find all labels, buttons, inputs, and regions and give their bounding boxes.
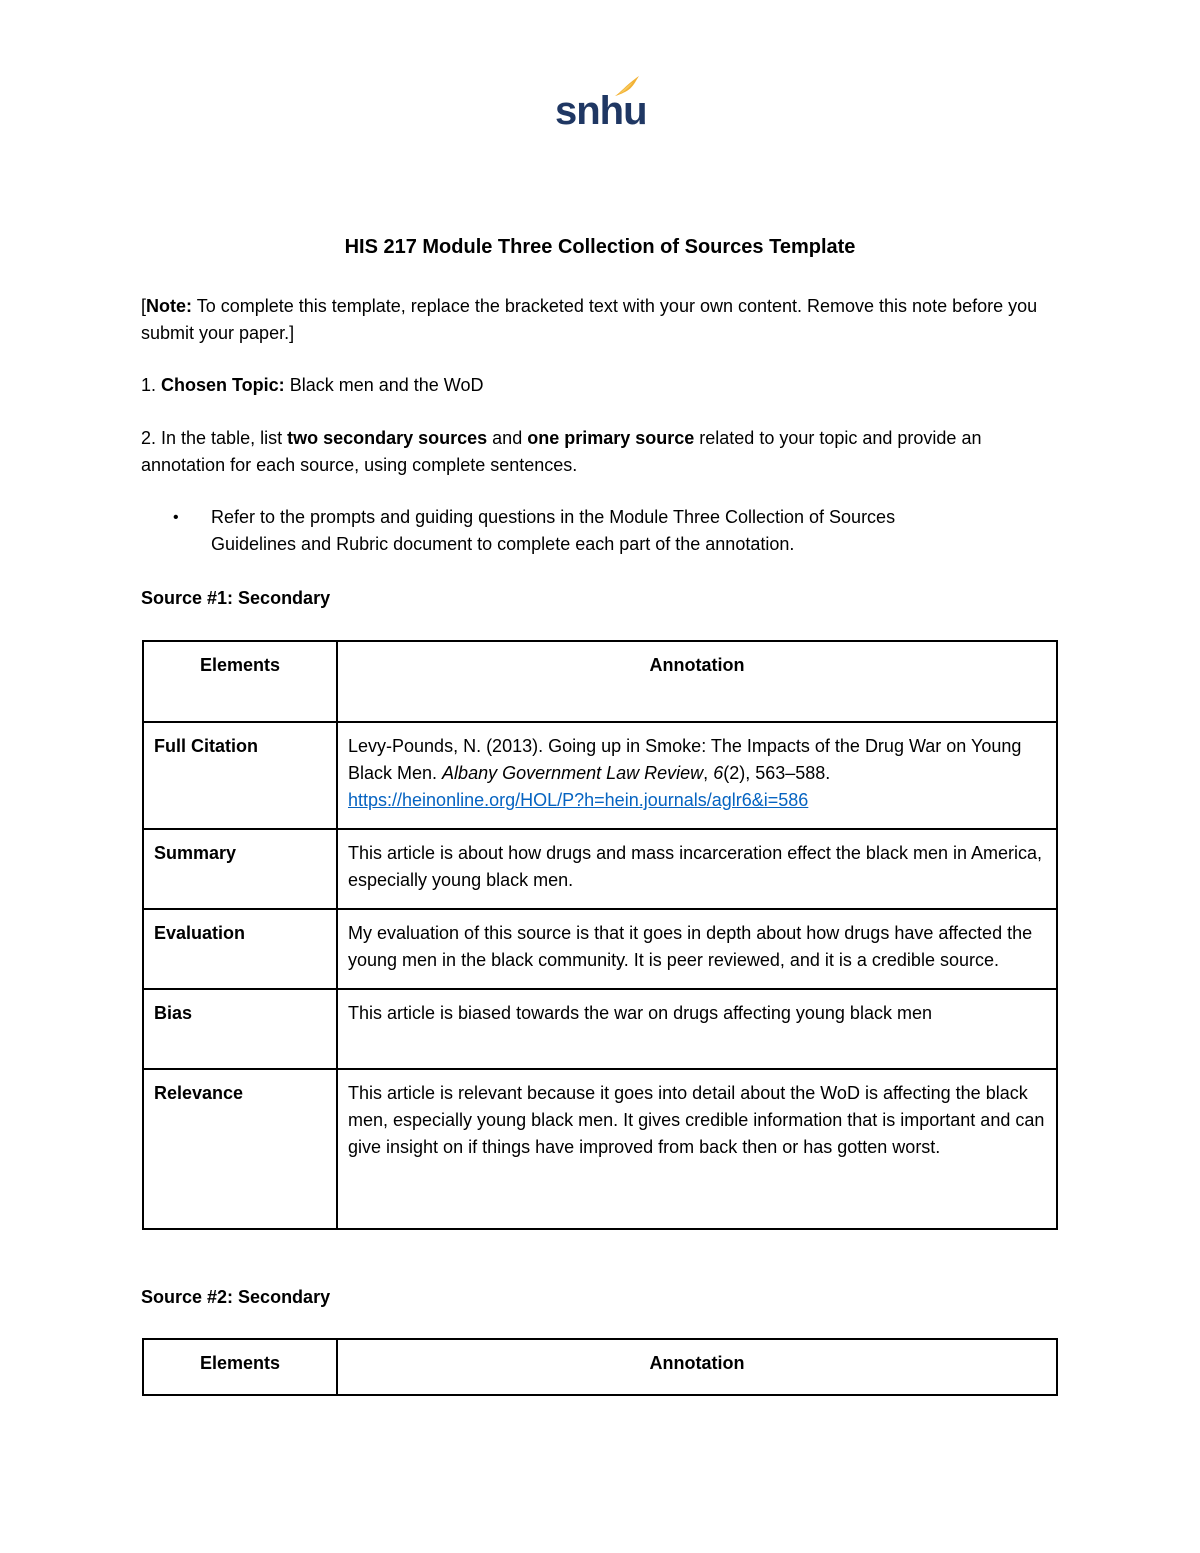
full-citation-value [337, 722, 1057, 829]
note-paragraph [141, 293, 1061, 347]
table-row [143, 909, 1057, 989]
note-open-bracket: [ [141, 296, 147, 316]
instructions-text-1: 2. In the table, list [141, 428, 288, 448]
citation-volume: 6 [713, 763, 724, 783]
relevance-label: Relevance [143, 1069, 337, 1229]
table-row [143, 722, 1057, 829]
instructions-bold-1: two secondary sources [287, 428, 488, 448]
source-1-heading: Source #1: Secondary [141, 588, 331, 608]
citation-link[interactable]: https://heinonline.org/HOL/P?h=hein.journals/aglr6&i=586 [348, 790, 809, 810]
instructions-text-3: related to your topic and provide an annotation for each source, using complete sentences. [141, 428, 982, 475]
header-elements: Elements [143, 1339, 337, 1395]
page-title: HIS 217 Module Three Collection of Sources Template [344, 236, 856, 258]
table-header-row [143, 1339, 1057, 1395]
topic-number: 1. [141, 375, 162, 395]
topic-label: Chosen Topic: [161, 375, 285, 395]
bullet-text: Refer to the prompts and guiding questions in the Module Three Collection of Sources Guidelines and Rubric document to complete each part of the annotation. [211, 507, 896, 554]
header-elements: Elements [143, 641, 337, 722]
source-2-table [142, 1338, 1058, 1396]
relevance-value: This article is relevant because it goes into detail about the WoD is affecting the black men, especially young black men. It gives credible information that is important and can give insight on if things have improved from back then or has gotten worst. [337, 1069, 1057, 1229]
instructions-text-2: and [487, 428, 528, 448]
header-annotation: Annotation [337, 641, 1057, 722]
citation-text: Levy-Pounds, N. (2013). Going up in Smoke: The Impacts of the Drug War on Young Black Men. [348, 736, 1022, 783]
source-2-heading: Source #2: Secondary [141, 1287, 331, 1307]
citation-journal: Albany Government Law Review [442, 763, 704, 783]
header-annotation: Annotation [337, 1339, 1057, 1395]
topic-value: Black men and the WoD [284, 375, 484, 395]
table-header-row [143, 641, 1057, 722]
table-row [143, 829, 1057, 909]
evaluation-label: Evaluation [143, 909, 337, 989]
chosen-topic [141, 372, 1061, 399]
note-text: To complete this template, replace the bracketed text with your own content. Remove this note before you submit your paper.] [141, 296, 1038, 343]
evaluation-value: My evaluation of this source is that it goes in depth about how drugs have affected the young men in the black community. It is peer reviewed, and it is a credible source. [337, 909, 1057, 989]
logo-text: snhu [555, 89, 647, 133]
instructions-paragraph [141, 425, 1061, 479]
summary-label: Summary [143, 829, 337, 909]
summary-value: This article is about how drugs and mass incarceration effect the black men in America, especially young black men. [337, 829, 1057, 909]
table-row [143, 989, 1057, 1069]
full-citation-label: Full Citation [143, 722, 337, 829]
instructions-bold-2: one primary source [527, 428, 695, 448]
bullet-icon: • [173, 509, 179, 526]
bias-label: Bias [143, 989, 337, 1069]
note-label: Note: [146, 296, 193, 316]
snhu-logo [555, 74, 645, 134]
source-1-table [142, 640, 1058, 1230]
citation-separator: , [703, 763, 714, 783]
citation-pages: (2), 563–588. [723, 763, 831, 783]
table-row [143, 1069, 1057, 1229]
bias-value: This article is biased towards the war on drugs affecting young black men [337, 989, 1057, 1069]
